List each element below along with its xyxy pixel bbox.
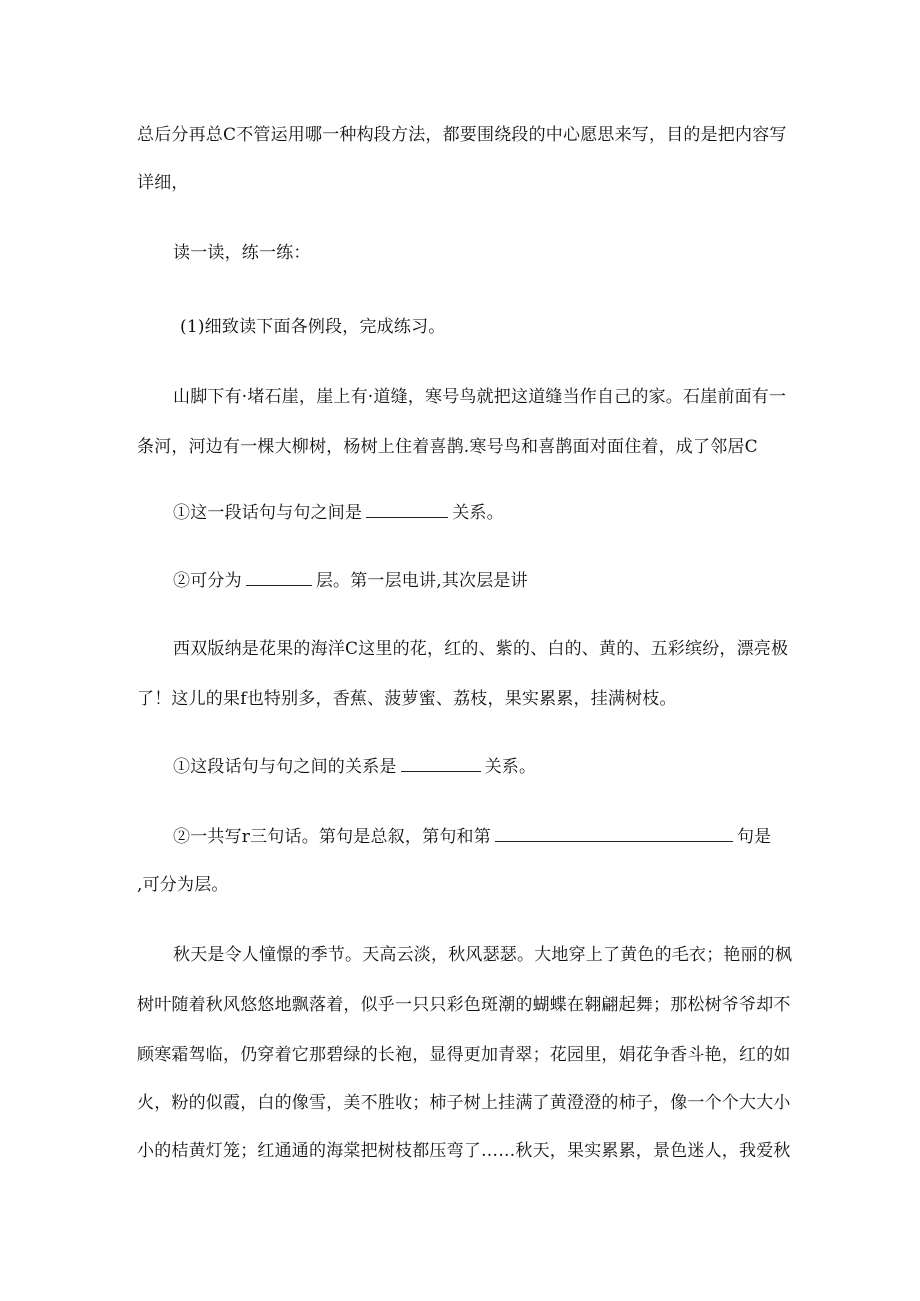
- question-4-suffix: 句是: [736, 827, 772, 847]
- answer-blank-1[interactable]: [366, 503, 448, 518]
- passage-1-line-2: 条河，河边有一棵大柳树，杨树上住着喜鹊.寒号鸟和喜鹊面对面住着，成了邻居C: [137, 437, 758, 457]
- passage-3-line-4: 火，粉的似霞，白的像雪，美不胜收；柿子树上挂满了黄澄澄的柿子，像一个个大大小: [137, 1093, 791, 1113]
- question-2-suffix: 层。第一层电讲,其次层是讲: [315, 571, 528, 591]
- passage-1-line-1: 山脚下有·堵石崖，崖上有·道缝，寒号鸟就把这道缝当作自己的家。石崖前面有一: [173, 387, 787, 407]
- question-1: [173, 502, 504, 524]
- passage-2-line-2: 了！这儿的果f也特别多，香蕉、菠萝蜜、荔枝，果实累累，挂满树枝。: [137, 689, 677, 709]
- question-1-prefix: ①这一段话句与句之间是: [173, 503, 363, 523]
- intro-line-1: 总后分再总C不管运用哪一种构段方法，都要围绕段的中心愿思来写，目的是把内容写: [137, 125, 787, 145]
- passage-3-line-2: 树叶随着秋风悠悠地飘落着，似乎一只只彩色斑潮的蝴蝶在翱翩起舞；那松树爷爷却不: [137, 995, 791, 1015]
- passage-2-line-1: 西双版纳是花果的海洋C这里的花，红的、紫的、白的、黄的、五彩缤纷，漂亮极: [173, 639, 789, 659]
- intro-line-2: 详细，: [137, 173, 189, 193]
- exercise-1-instruction: (1)细致读下面各例段，完成练习。: [180, 317, 446, 337]
- answer-blank-4[interactable]: [495, 827, 733, 842]
- question-4: [173, 826, 771, 848]
- answer-blank-2[interactable]: [246, 571, 312, 586]
- question-2: [173, 570, 528, 592]
- question-4-line-2: ,可分为层。: [137, 875, 229, 895]
- question-3-prefix: ①这段话句与句之间的关系是: [173, 757, 397, 777]
- question-2-prefix: ②可分为: [173, 571, 242, 591]
- question-4-prefix: ②一共写r三句话。第句是总叙，第句和第: [173, 827, 491, 847]
- passage-3-line-3: 顾寒霜驾临，仍穿着它那碧绿的长袍，显得更加青翠；花园里，娟花争香斗艳，红的如: [137, 1045, 791, 1065]
- answer-blank-3[interactable]: [401, 757, 481, 772]
- question-3-suffix: 关系。: [484, 757, 537, 777]
- passage-3-line-5: 小的桔黄灯笼；红通通的海棠把树枝都压弯了……秋天，果实累累，景色迷人，我爱秋: [137, 1141, 791, 1161]
- practice-heading: 读一读，练一练：: [173, 243, 311, 263]
- question-3: [173, 756, 536, 778]
- question-1-suffix: 关系。: [452, 503, 504, 523]
- passage-3-line-1: 秋天是令人憧憬的季节。天高云淡，秋风瑟瑟。大地穿上了黄色的毛衣；艳丽的枫: [173, 945, 793, 965]
